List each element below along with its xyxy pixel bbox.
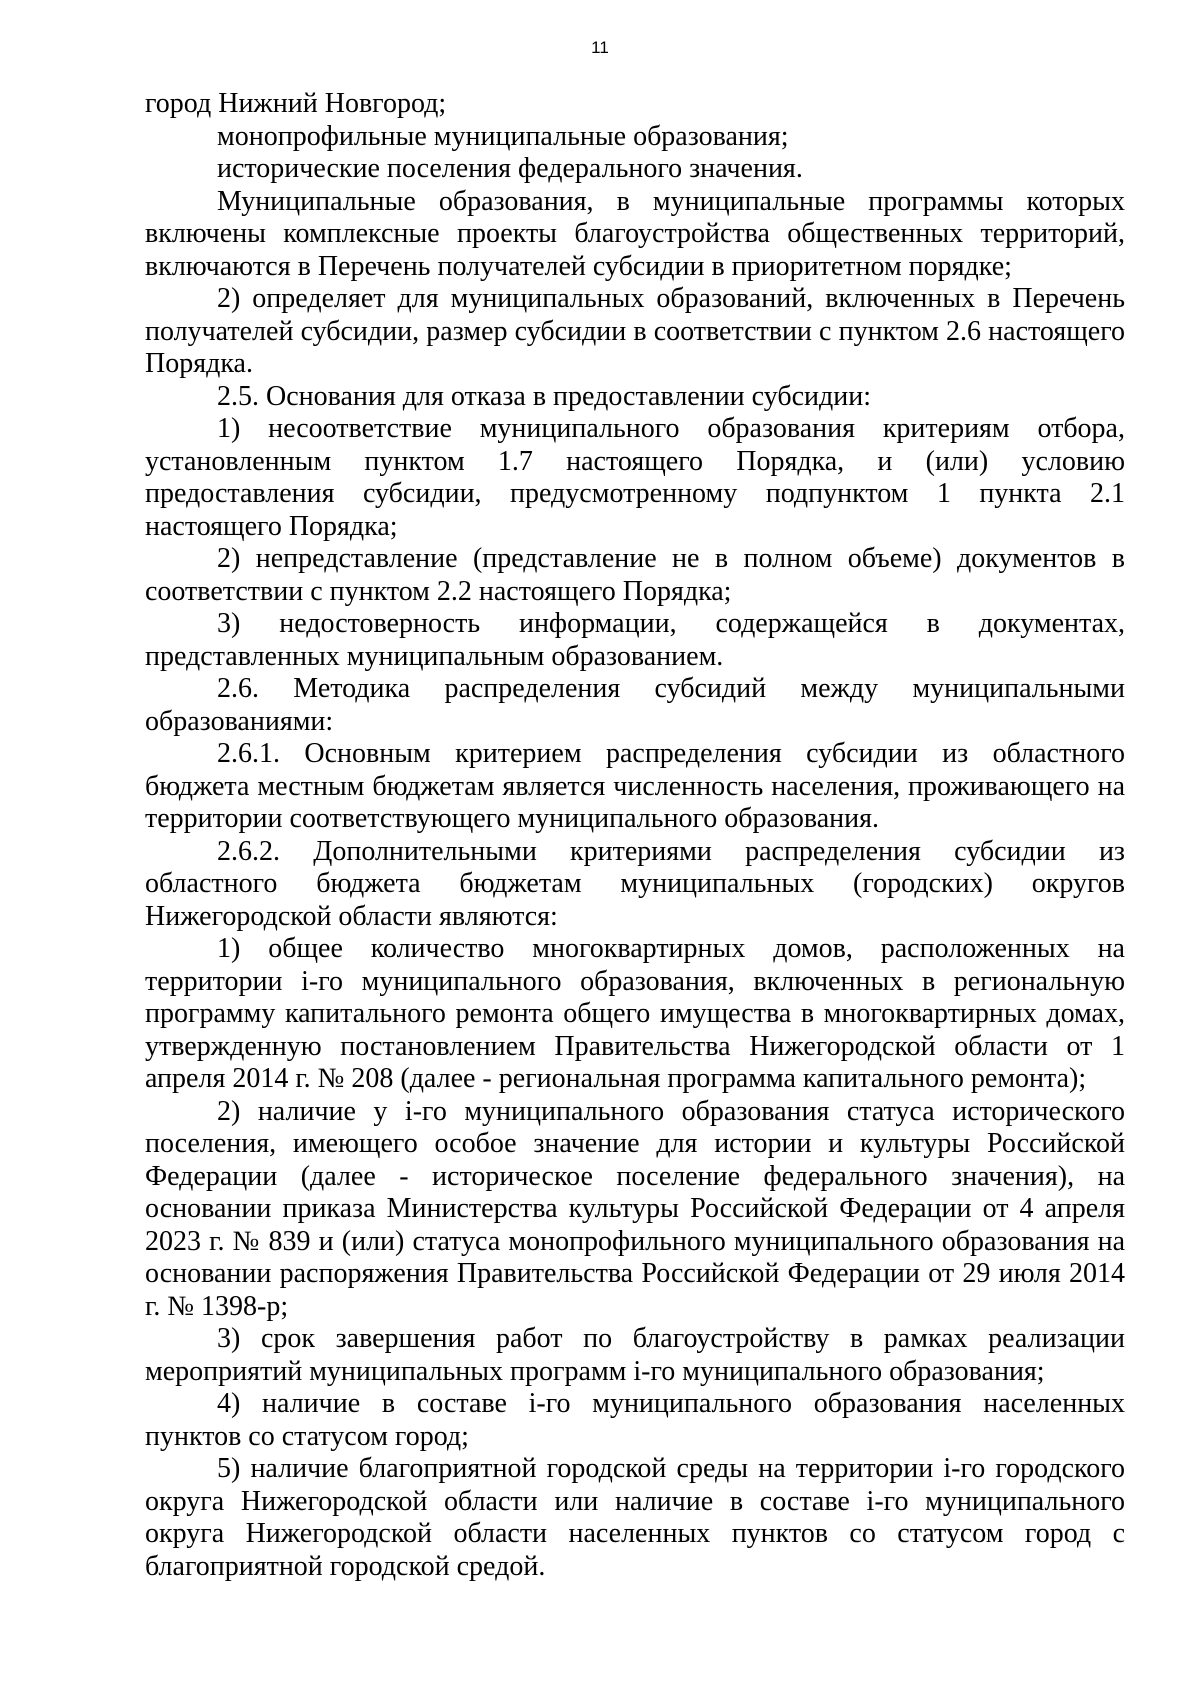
paragraph: 1) общее количество многоквартирных домов, расположенных на территории i-го муниципального образования, включенных в региональную программу капитального ремонта общего имущества в многоквартирных домах, утвержденную постановлением Правительства Нижегородской области от 1 апреля 2014 г. № 208 (далее - региональная программа капитального ремонта);: [145, 933, 1125, 1094]
paragraph: 3) недостоверность информации, содержащейся в документах, представленных муниципальным образованием.: [145, 608, 1125, 672]
paragraph: Муниципальные образования, в муниципальные программы которых включены комплексные проекты благоустройства общественных территорий, включаются в Перечень получателей субсидии в приоритетном порядке;: [145, 185, 1125, 282]
paragraph: 4) наличие в составе i-го муниципального образования населенных пунктов со статусом город;: [145, 1388, 1125, 1452]
paragraph: город Нижний Новгород;: [145, 88, 447, 119]
page-number: 11: [591, 38, 609, 57]
document-body: [145, 88, 1125, 1583]
paragraph: монопрофильные муниципальные образования;: [217, 120, 789, 152]
paragraph: 1) несоответствие муниципального образования критериям отбора, установленным пунктом 1.7 настоящего Порядка, и (или) условию предоставления субсидии, предусмотренному подпунктом 1 пункта 2.1 настоящего Порядка;: [145, 413, 1125, 542]
paragraph: 2.6.1. Основным критерием распределения субсидии из областного бюджета местным бюджетам является численность населения, проживающего на территории соответствующего муниципального образования.: [145, 738, 1125, 834]
paragraph: 2.6. Методика распределения субсидий между муниципальными образованиями:: [145, 673, 1125, 737]
paragraph: 5) наличие благоприятной городской среды на территории i-го городского округа Нижегородской области или наличие в составе i-го муниципального округа Нижегородской области населенных пунктов со статусом город с благоприятной городской средой.: [145, 1453, 1125, 1582]
paragraph: 2.5. Основания для отказа в предоставлении субсидии:: [217, 380, 872, 412]
paragraph: исторические поселения федерального значения.: [217, 153, 803, 184]
paragraph: 2) непредставление (представление не в полном объеме) документов в соответствии с пунктом 2.2 настоящего Порядка;: [145, 543, 1125, 607]
paragraph: 2) наличие у i-го муниципального образования статуса исторического поселения, имеющего особое значение для истории и культуры Российской Федерации (далее - историческое поселение федерального значения), на основании приказа Министерства культуры Российской Федерации от 4 апреля 2023 г. № 839 и (или) статуса монопрофильного муниципального образования на основании распоряжения Правительства Российской Федерации от 29 июля 2014 г. № 1398-р;: [145, 1095, 1125, 1322]
paragraph: 2.6.2. Дополнительными критериями распределения субсидии из областного бюджета бюджетам муниципальных (городских) округов Нижегородской области являются:: [145, 835, 1125, 932]
paragraph: 3) срок завершения работ по благоустройству в рамках реализации мероприятий муниципальных программ i-го муниципального образования;: [145, 1323, 1125, 1387]
paragraph: 2) определяет для муниципальных образований, включенных в Перечень получателей субсидии, размер субсидии в соответствии с пунктом 2.6 настоящего Порядка.: [145, 283, 1125, 379]
